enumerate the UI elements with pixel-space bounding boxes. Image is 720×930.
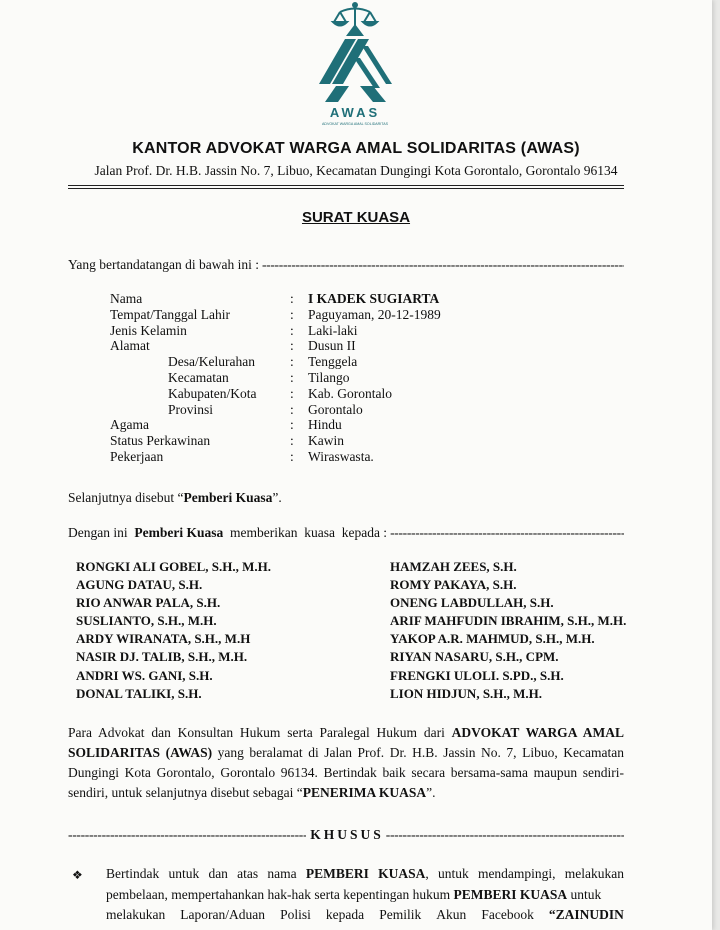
identity-value: Hindu [308, 417, 342, 433]
emblem-shape [319, 24, 392, 102]
intro-text: Yang bertandatangan di bawah ini : [68, 257, 259, 272]
colon: : [290, 417, 294, 433]
advocate-name: ARDY WIRANATA, S.H., M.H [76, 631, 251, 647]
advocates-right-column [390, 558, 626, 703]
header-divider-thin [68, 188, 624, 189]
logo-subtext: ADVOKAT WARGA AMAL SOLIDARITAS [321, 122, 389, 126]
document-title: SURAT KUASA [301, 209, 411, 226]
dashed-rule-right [386, 827, 624, 843]
identity-label: Agama [110, 417, 149, 433]
advocate-name: ONENG LABDULLAH, S.H. [390, 595, 554, 611]
identity-value: Gorontalo [308, 401, 363, 417]
advocate-name: DONAL TALIKI, S.H. [76, 685, 202, 701]
clause-word-bold: “ZAINUDIN [548, 907, 624, 922]
advocate-name: RIYAN NASARU, S.H., CPM. [390, 649, 559, 665]
awas-logo [300, 2, 410, 130]
identity-label: Desa/Kelurahan [168, 354, 255, 370]
colon: : [290, 354, 294, 370]
colon: : [290, 291, 294, 306]
scales-of-justice-icon [333, 3, 377, 26]
clause-word: melakukan [106, 907, 166, 922]
clause-word: kepada [325, 907, 365, 922]
clause-word: Polisi [280, 907, 311, 922]
special-section-heading [68, 827, 624, 843]
advocate-name: RIO ANWAR PALA, S.H. [76, 595, 221, 611]
org-name: ADVOKAT WARGA AMAL SOLIDARITAS (AWAS) [68, 725, 624, 760]
penerima-kuasa-term: PENERIMA KUASA [302, 785, 427, 800]
identity-value: Laki-laki [308, 322, 358, 338]
colon: : [290, 369, 294, 385]
logo-text: AWAS [329, 105, 381, 120]
identity-value: Dusun II [308, 338, 356, 354]
identity-label: Jenis Kelamin [110, 322, 187, 338]
special-clause: Bertindak untuk dan atas nama PEMBERI KUASA, untuk mendampingi, melakukan pembelaan, mempertahankan hak-hak serta kepentingan hukum PEMBERI KUASA untuk melakukan Laporan/Aduan Polisi kepada Pemilik Akun Facebook “ZAINUDIN [106, 864, 624, 926]
clause-word: Akun [436, 907, 467, 922]
identity-value: Tenggela [308, 354, 358, 370]
dotted-leader [262, 257, 624, 273]
colon: : [290, 338, 294, 354]
advocate-name: LION HIDJUN, S.H., M.H. [390, 685, 543, 701]
header-divider [68, 185, 624, 186]
clause-last-line [106, 905, 624, 926]
identity-label: Tempat/Tanggal Lahir [110, 306, 230, 322]
advocate-name: NASIR DJ. TALIB, S.H., M.H. [76, 649, 248, 665]
clause-word: Facebook [481, 907, 534, 922]
advocate-name: AGUNG DATAU, S.H. [76, 577, 203, 593]
intro-line [68, 257, 624, 273]
colon: : [290, 322, 294, 338]
advocates-left-column [76, 558, 271, 703]
advocate-name: SUSLIANTO, S.H., M.H. [76, 613, 217, 629]
advocate-name: FRENGKI ULOLI. S.PD., S.H. [390, 667, 564, 683]
hereinafter-line: Selanjutnya disebut “Pemberi Kuasa”. [68, 490, 282, 505]
advocate-name: YAKOP A.R. MAHMUD, S.H., M.H. [390, 631, 595, 647]
identity-value: Tilango [308, 369, 350, 385]
office-address: Jalan Prof. Dr. H.B. Jassin No. 7, Libuo, Kecamatan Dungingi Kota Gorontalo, Gorontalo 96134 [94, 163, 618, 178]
identity-value: I KADEK SUGIARTA [308, 291, 440, 306]
advocate-name: ANDRI WS. GANI, S.H. [76, 667, 213, 683]
dashed-rule-left [68, 827, 306, 843]
advocate-name: HAMZAH ZEES, S.H. [390, 559, 517, 574]
colon: : [290, 401, 294, 417]
colon: : [290, 448, 294, 464]
identity-label: Alamat [110, 338, 150, 354]
identity-label: Status Perkawinan [110, 433, 211, 449]
colon: : [290, 385, 294, 401]
identity-value: Wiraswasta. [308, 448, 374, 464]
colon: : [290, 306, 294, 322]
clause-word: Laporan/Aduan [180, 907, 266, 922]
pemberi-kuasa-term: Pemberi Kuasa [183, 490, 273, 505]
colon: : [290, 433, 294, 449]
recipients-paragraph: Para Advokat dan Konsultan Hukum serta Paralegal Hukum dari ADVOKAT WARGA AMAL SOLIDARITAS (AWAS) yang beralamat di Jalan Prof. Dr. H.B. Jassin No. 7, Libuo, Kecamatan Dungingi Kota Gorontalo, Gorontalo 96134. Bertindak baik secara bersama-sama maupun sendiri-sendiri, untuk selanjutnya disebut sebagai “PENERIMA KUASA”. [68, 725, 624, 800]
identity-label: Kecamatan [168, 369, 229, 385]
office-name: KANTOR ADVOKAT WARGA AMAL SOLIDARITAS (AWAS) [132, 140, 580, 157]
identity-label: Provinsi [168, 401, 214, 417]
identity-label: Pekerjaan [110, 448, 164, 464]
clause-word: Pemilik [379, 907, 422, 922]
dotted-leader [390, 525, 624, 541]
identity-label: Kabupaten/Kota [168, 385, 257, 401]
diamond-bullet-icon: ❖ [72, 868, 83, 882]
special-heading-text: KHUSUS [310, 827, 384, 842]
advocate-name: ROMY PAKAYA, S.H. [390, 577, 517, 593]
advocate-name: ARIF MAHFUDIN IBRAHIM, S.H., M.H. [390, 613, 627, 629]
pemberi-kuasa-term-2: Pemberi Kuasa [134, 525, 224, 540]
grant-line: Dengan ini Pemberi Kuasa memberikan kuasa kepada : ----- [68, 525, 624, 541]
advocate-name: RONGKI ALI GOBEL, S.H., M.H. [76, 559, 272, 574]
identity-label: Nama [110, 291, 143, 306]
identity-value: Kab. Gorontalo [308, 385, 392, 401]
identity-value: Paguyaman, 20-12-1989 [308, 306, 441, 322]
identity-value: Kawin [308, 433, 344, 449]
